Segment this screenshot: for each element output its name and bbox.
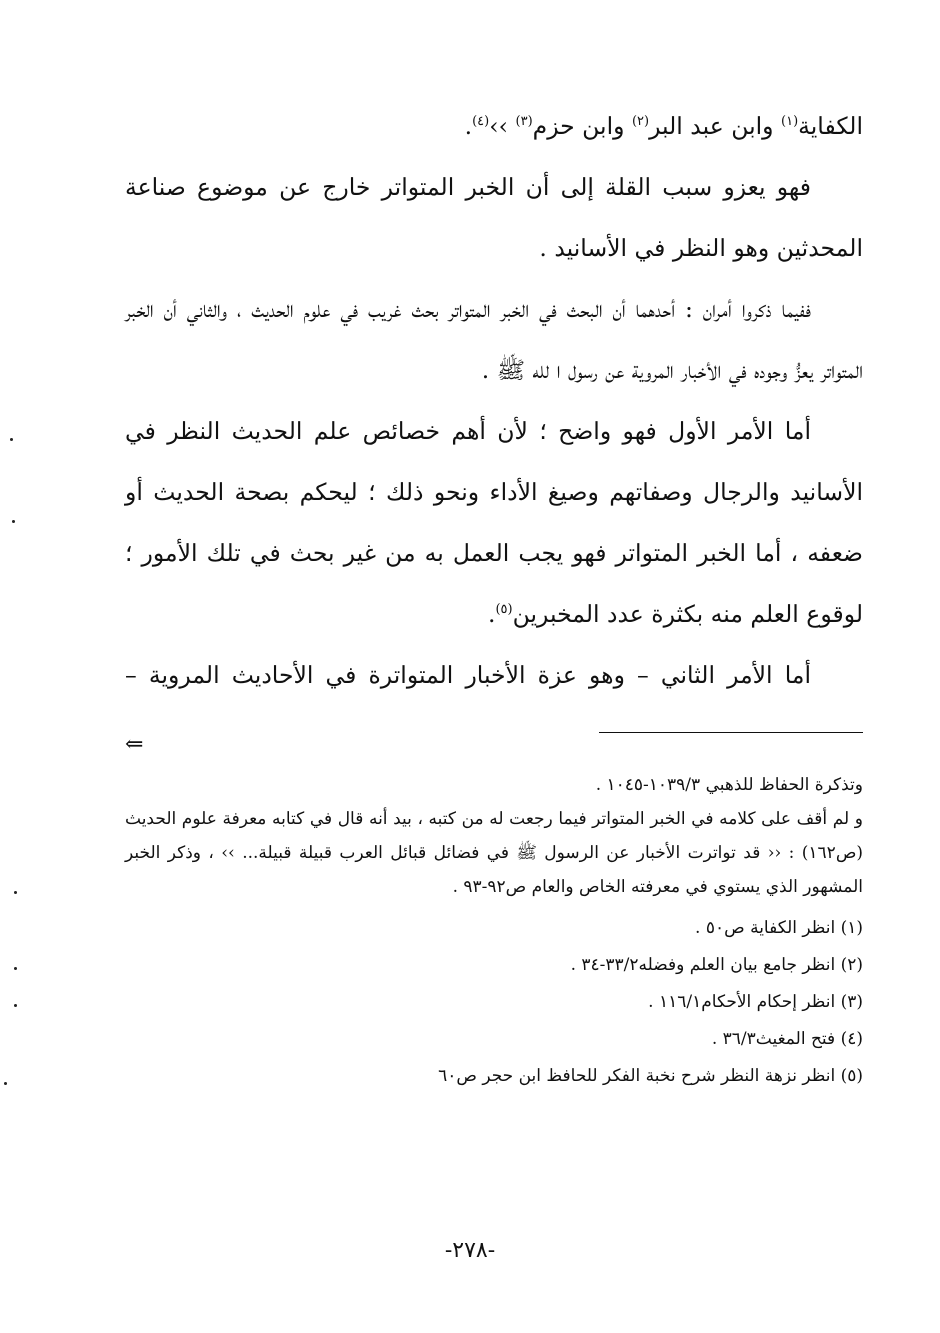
footnote-separator [125,724,863,768]
scan-speck [14,1004,17,1007]
paragraph-4: أما الأمر الأول فهو واضح ؛ لأن أهم خصائص علم الحديث النظر في الأسانيد والرجال وصفاتهم وصيغ الأداء ونحو ذلك ؛ ليحكم بصحة الحديث أو ضعفه ، أما الخبر المتواتر فهو يجب العمل به من غير بحث في تلك الأمور ؛ لوقوع العلم منه بكثرة عدد المخبرين$^{(٥)}$. [125,417,863,628]
footnote-continuation-line-1: وتذكرة الحفاظ للذهبي ١٠٣٩/٣-١٠٤٥ . [595,775,863,795]
footnote-2: (٢) انظر جامع بيان العلم وفضله٣٣/٢-٣٤ . [570,955,863,975]
footnote-ref-2[interactable]: (٢) [631,114,650,130]
continuation-arrow-icon: ⇐ [125,732,144,757]
footnote-1: (١) انظر الكفاية ص٥٠ . [695,918,863,938]
footnote-list [125,910,863,1095]
footnote-ref-4[interactable]: (٤) [472,114,490,130]
page-number: -٢٧٨- [444,1238,496,1263]
scan-speck [4,1082,7,1085]
footnote-3: (٣) انظر إحكام الأحكام١١٦/١ . [648,992,863,1012]
main-text [125,96,863,706]
scan-speck [14,967,17,970]
separator-line [599,732,863,733]
page-content [125,96,863,1095]
paragraph-1: الكفاية$^{(١)}$ وابن عبد البر$^{(٢)}$ وابن حزم$^{(٣)}$ ››$^{(٤)}$. [464,112,863,140]
footnote-ref-5[interactable]: (٥) [495,602,513,618]
footnote-ref-1[interactable]: (١) [781,114,799,130]
footnote-5: (٥) انظر نزهة النظر شرح نخبة الفكر للحافظ ابن حجر ص٦٠ [438,1066,863,1086]
footnote-ref-3[interactable]: (٣) [515,114,533,130]
footnote-continuation [125,768,863,904]
scan-speck [14,891,17,894]
paragraph-5: أما الأمر الثاني – وهو عزة الأخبار المتواترة في الأحاديث المروية – [125,661,811,689]
scan-speck [12,520,15,523]
footnote-4: (٤) فتح المغيث٣٦/٣ . [711,1029,863,1049]
scan-speck [10,438,13,441]
paragraph-3: ففيما ذكروا أمران : أحدهما أن البحث في الخبر المتواتر بحث غريب في علوم الحديث ، والثاني أن الخبر المتواتر يعزُّ وجوده في الأخبار المروية عن رسول ا لله ﷺ . [125,295,863,384]
paragraph-2: فهو يعزو سبب القلة إلى أن الخبر المتواتر خارج عن موضوع صناعة المحدثين وهو النظر في الأسانيد . [125,173,863,262]
footnote-continuation-line-2: و لم أقف على كلامه في الخبر المتواتر فيما رجعت له من كتبه ، بيد أنه قال في كتابه معرفة علوم الحديث (ص١٦٢) : ‹‹ قد تواترت الأخبار عن الرسول ﷺ في فضائل قبائل العرب قبيلة قبيلة... ›› ، وذكر الخبر المشهور الذي يستوي في معرفته الخاص والعام ص٩٢-٩٣ . [125,809,863,897]
